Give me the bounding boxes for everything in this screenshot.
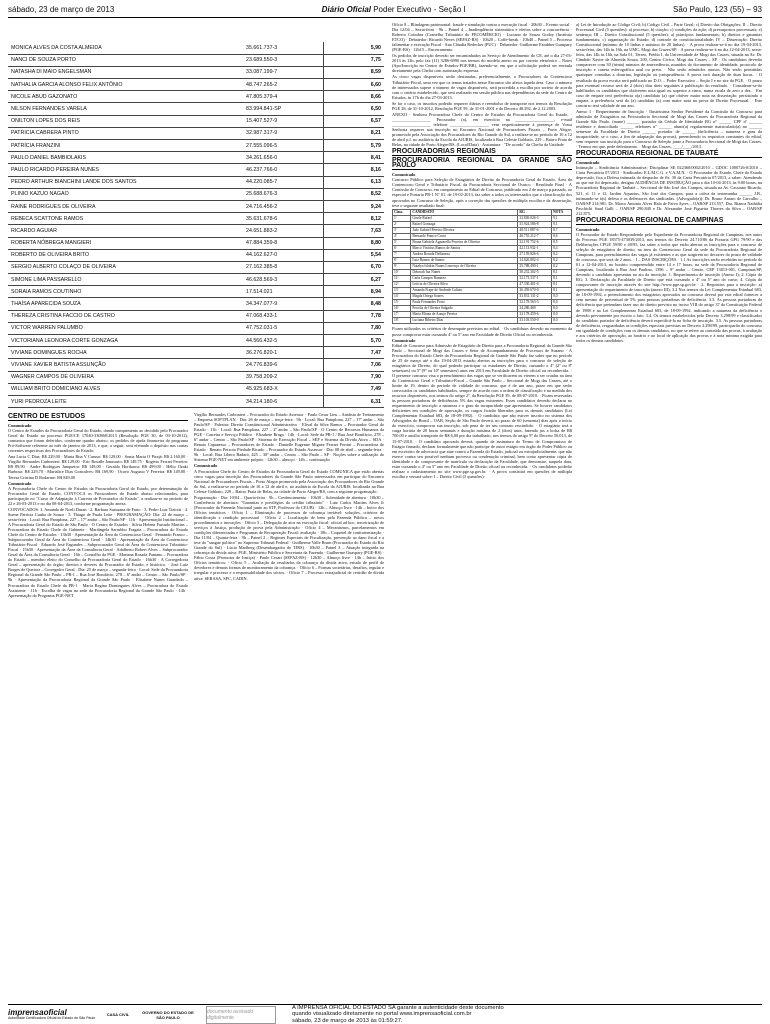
table-cell: 32.178.563-3 [518,300,552,306]
table-cell: 48.511.887-6 [518,227,552,233]
auth-line: A IMPRENSA OFICIAL DO ESTADO SA garante a autenticidade deste documento [292,1004,504,1011]
candidate-name: NICOLE ABUD GAZONATO [8,91,243,103]
candidate-name: SERGIO ALBERTO COLAÇO DE OLIVEIRA [8,261,243,273]
imprensa-oficial-logo [8,1007,98,1020]
paragraph: O Procurador do Estado Respondendo pelo Expediente da Procuradoria Regional de Campinas, nos autos do Processo PGE 18575-473039/2013, nos termos do Decreto 24.710/86 da Portaria GPG 79/90 e das Deliberações CPGE 59/90 e 40/95, faz saber a todos que estão abertas as inscrições para o concurso de seleção de estagiários de direito, na área do Contencioso Geral da sede da Procuradoria Regional de Campinas, para preenchimento das vagas já existentes e as que surgirem no decorrer do prazo de validade do concurso, que será de 2 anos. · I – DAS INSCRIÇÕES · 1.1 As inscrições serão recebidas no período de 01 a 12-04-2013, no horário compreendido entre 14 e 17 horas, na sede da Procuradoria Regional de Campinas, localizada à Rua José Paulino, 1396 – 9º andar – Centro, CEP 13013-001, Campinas/SP, devendo o candidato apresentar no ato da inscrição: 1. Requerimento de inscrição (Anexo I); 2. Cópia do RG; 3. Declaração da Faculdade de Direito que está cursando o 4º ou 5º ano do curso; 4. Cópia do comprovante de inscrição através do site http://www.pge.sp.gov.br · 2. Requisitos para a inscrição: a) apresentação do requerimento de inscrição (anexo III); 3.2 Nos termos da Lei Complementar Estadual 683, de 18-09-1992, o preenchimento dos estagiários aprovados no concurso deverá por este edital fornecer a cem mesmo de percentual de 5% para pessoas portadoras de deficiência. 3.3. As pessoas portadoras de deficiência que pretendam fazer uso do direito previsto no inciso VIII do artigo 37 da Constituição Federal de 1988 e na Lei Complementar Estadual 683, de 18-09-1992, indicando a natureza da deficiência e deverão previamente por escrito o fato. 3.4. Os termos estabelecidos pelo Decreto 3.298/99 e classificados do candidato portador de deficiência deverá especificá-la na ficha de inscrição. 3.5. As pessoas portadoras de deficiência, resguardadas as condições especiais previstas no Decreto 3.298/99, participarão do concurso em igualdade de condições com os demais candidatos, no que se refere ao conteúdo das provas, à avaliação e aos critérios de aprovação, ao horário e ao local de aplicação das provas e à nota mínima exigida para todos os demais candidatos. [576,231,762,343]
paragraph: Ficam utilizados os critérios de desempate previstos no edital. · Os candidatos deverão no momento da posse comprovar estar cursando 4º ou 5º ano em Faculdade de Direito Oficial ou reconhecida. [392,326,572,337]
table-row [8,42,384,54]
table-cell: 15º [393,300,411,306]
candidate-score: 7,80 [323,322,384,334]
candidate-score: 7,63 [323,225,384,237]
table-row [8,274,384,286]
casa-civil-logo: CASA CIVIL [106,1012,130,1017]
table-cell: Luciana Ribeiro Dias [411,318,518,324]
candidate-name: NANCI DE SOUZA PORTO [8,54,243,66]
table-cell: Andrea Rosada Dellaneza [411,251,518,257]
column-header: CANDIDATO [411,209,518,215]
classification-table-body [393,215,572,324]
candidate-name: RICARDO AGUIAR [8,225,243,237]
column-1 [8,412,188,1002]
candidate-name: PLINIO KAZUO NAGAO [8,188,243,200]
comunicado-heading: Comunicado [392,172,416,178]
table-row [8,152,384,164]
candidate-score: 5,70 [323,335,384,347]
table-cell: 47.330.401-6 [518,282,552,288]
table-cell: 13º [393,288,411,294]
candidate-score: 6,70 [323,261,384,273]
candidate-score: 7,78 [323,310,384,322]
paragraph: Ana Lucia C Dias: R$ 229,00 · Maria Rita V Caruso: R$ 129,00 · Sonia Maria O Pirajá: R$ 2.160,00 · Virgílio Bernardes Carbonieri: R$ 129,00 · Eric Rosalle Janusario: R$ 149,75 · Rogério Ferrari Ferreira: R$ 89,90 · Andre Rodrigues Junqueira: R$ 149,00 · Geraldo Horikawa: R$ 499,00 · Hélio Ozaki Barbosa: R$ 229,70 · Marialice Dias Goncalves: R$ 169,90 · Ocavo Augusto V Ferreira: R$ 149,00 · Teresa Cristina D Rodarme: R$ 849,00 [8,454,188,480]
classification-table [392,209,572,325]
table-cell: 8,2 [552,264,572,270]
table-cell: 14.626.802-4 [518,257,552,263]
table-cell: 18º [393,318,411,324]
table-row [8,225,384,237]
table-cell: 32.178.459-6 [518,312,552,318]
candidate-rg: 83.994.841-SP [243,103,323,115]
table-cell: Marco Vinicius Ramos de Santos [411,245,518,251]
candidate-name: PEDRO ARTHUR BIANCHINI LANDE DOS SANTOS [8,176,243,188]
comunicado-heading: Comunicado [392,337,416,343]
paragraph: Se for o caso, os inscritos poderão requerer diárias e reembolso de transporte nos termos da Resolução PGE 28, de 31-10-2012, Resolução PGE 59, de 31-01-2001 e do Decreto 48.292, de 2.12.2003. [392,100,572,111]
candidate-name: PATRÍCIA FRANZINI [8,140,243,152]
table-cell: 8,0 [552,318,572,324]
journal-title: Diário Oficial [321,5,371,14]
candidate-score: 7,75 [323,54,384,66]
table-row [8,249,384,261]
candidate-name: ROBERTA NÓBREGA MANGIERI [8,237,243,249]
section-title-regionais: PROCURADORIAS REGIONAIS [392,149,572,156]
page-header [8,2,762,18]
table-cell: 8,0 [552,294,572,300]
results-table-body [8,42,384,408]
paragraph: Intimação – Sindicância Administrativa: Disciplinar SE 022360/0002/2010 – GDOC 1000726-0/2010 – Carta Precatória 07/2013 · Sindicadas: E.L.M.C.G. e V.A.M.N. · O Procurador do Estado, Chefe do Estado deprecado, fica a Defesa intimada do despacho de fls. 30 da Carta Precatória 07/2013, a saber: Atendendo ao que me foi deprecado, designo AUDIÊNCIA DE INSTRUÇÃO para o dia 10-04-2013, às 9:00 horas, na Procuradoria Regional de Taubaté – Seccional de São José dos Campos, situada na Av. Cassiano Ricardo, 521, sl. 11 e 12, Jardim Aquarius, São José dos Campos, para a oitiva da testemunha ______ J.B., intimando-se à(s) defesa e os defensores das sindicadas. (Advogado(a)): Dr. Bruno Amaro de Carvalho – OAB/SP 214.981, Dr. Marco Antonio Alves Hala de Paiva Ayres – OAB/SP 213.557, Dra. Bianca Nathália Paschichi Saad Galli – OAB/SP 290.840 e Dr. Alexandre José Figueira Thorres da Silva – OAB/SP 212.875. [576,165,762,216]
table-cell: 8,1 [552,276,572,282]
table-cell: 4º [393,233,411,239]
table-row [8,310,384,322]
paragraph: A Procuradora Chefe do Centro de Estudos da Procuradoria Geral do Estado COMUNICA que estão abertas cinco vagas para inscrição dos Procuradores da Grande São Paulo interessados em participar do Encontro Nacional de Procuradores Fiscais – Porto Alegre promovido pela Associação dos Procuradores do Rio Grande do Sul, a realizar-se no período de 10 a 12 de abril e, no auditório da Escola da AJURIS, localizada na Rua Celeste Gobbato, 229 – Bairro Praia de Belas, na cidade de Porto Alegre/RS, com a seguinte programação: [194,468,384,494]
table-cell: 25.788.490-1 [518,264,552,270]
candidate-rg: 44.220.085-7 [243,176,323,188]
candidate-name: RAINE RODRIGUES DE OLIVEIRA [8,200,243,212]
candidate-name: WILLIAM BRITO DOMICIANO ALVES [8,383,243,395]
candidate-name: NATHALIA GARCIA ALONSO FELIX ANTÔNIO [8,79,243,91]
candidate-rg: 35.661.737-3 [243,42,323,54]
table-row [8,79,384,91]
candidate-score: 5,79 [323,140,384,152]
table-row [8,383,384,395]
candidate-score: 8,16 [323,164,384,176]
section-title-centro-estudos: CENTRO DE ESTUDOS [8,414,188,421]
table-row [8,261,384,273]
table-row [8,347,384,359]
paragraph: Anexo I · Requerimento de Inscrição · Ilustríssima Senhor Presidente da Comissão do Concurso para admissão de Estagiários na Procuradoria Seccional de Mogi das Cruzes da Procuradoria Regional da Grande São Paulo. (nome) ______ portador da Cédula de Identidade RG nº ______ CPF nº ______ residente e domiciliado ______ telefones nº ______ aluno(a) regularmente matriculado(a) no ______ semestre da Faculdade de Direito ______ portador de ______ (deficiência – natureza e grau da incapacidade, se o caso, a fim de adaptação das provas), preenchendo os requisitos constantes do edital, vem requerer sua inscrição para o Concurso de Seleção junto a Procuradoria Seccional de Mogi das Cruzes. · Termos em que, pede deferimento. · Mogi das Cruzes, ____/____/2013. [576,108,762,150]
section-title-grande-sp: PROCURADORIA REGIONAL DA GRANDE SÃO PAULO [392,157,572,170]
table-row [8,286,384,298]
page-footer [8,1004,762,1024]
table-row [8,371,384,383]
table-row [8,176,384,188]
table-row [8,200,384,212]
table-cell: 8,7 [552,227,572,233]
governo-sp-logo: GOVERNO DO ESTADO DE SÃO PAULO [142,1009,194,1020]
candidate-score: 8,94 [323,286,384,298]
candidate-score: 7,06 [323,359,384,371]
table-cell: 5º [393,239,411,245]
table-cell: 9,1 [552,215,572,221]
paragraph: CONVOCADOS: 1. Amanda de Noeli Duran · 2. Barbara Sussuana de Fario · 3. Pedro Luiz Tiziotti · 4. Suene Patrícia Cunha de Souza · 5. Thiago de Paula Leite · PROGRAMAÇÃO: Dia: 22 de março – sexta-feira · Local: Rua Pamplona, 227 – 17º andar – São Paulo/SP · 11h · Apresentação Institucional – A Procuradoria Geral do Estado de São Paulo · O Centro de Estudos · Silvia Helena Furtado Martins – Procuradora do Estado Chefe do Gabinete · Mariângela Sarrubbo Fragata – Procuradora do Estado Chefe do Centro de Estudos · 13h30 · Apresentação da Área do Contencioso Geral · Fernando Franco – Subprocurador Geral da Área do Contencioso Geral · 14h30 · Apresentação da Área do Contencioso Tributário-Fiscal · Eduardo José Fagundes – Subprocurador Geral da Área do Contencioso Tributário-Fiscal · 15h30 · Apresentação da Área da Consultoria Geral · Adalberto Robert Alves – Subprocurador Geral da Área da Consultoria Geral · 16h – Conselho da PGE · Mariana Rosada Pantano – Procuradora do Estado – membro eleito do Conselho da Procuradoria Geral do Estado · 16h30 · A Corregedoria Geral – apresentação do órgão; direitos e deveres do Procurador do Estado; e histórico. · José Luiz Borges de Queiroz – Corregedor Geral · Dia: 25 de março – segunda-feira · Local: Sede da Procuradoria Regional da Grande São Paulo – PR-1 – Rua José Bonifácio, 278 – 6º andar – Centro – São Paulo/SP · 9h · Apresentação da Procuradoria Regional da Grande São Paulo · Elisabete Nunes Guardado – Procuradora do Estado Chefe da PR-1 · Maria Regina Dominguies Alves – Procuradora do Estado Assistente · 11h · Escolha de vagas na sede da Procuradoria Regional da Grande São Paulo · 14h · Apresentação do Programa PGE-NET [8,506,188,598]
candidate-rg: 24.776.839-6 [243,359,323,371]
candidate-name: PAULO DANIEL BAMBIOLAKIS [8,152,243,164]
paragraph: Ofício 8 – Blindagem patrimonial: fraude e simulação contra a execução fiscal · 20h30 – Evento social · Dia 12/04 – Sexta-feira · 9h – Painel 4 – Inadimplência sistemática e efeitos sobre a concorrência · Roberto Coimbra (Conselho Tributário do FECOMÉRCIO) · Luciano de Souza Godoy (Instituto ETCO) · Debatedor: Ricardo Neves (SEFAZ-RS) · 10h20 – Coffe-break · 10h40 – Painel 5 – Processo falimentar e execução Fiscal · Ana Cláudia Redecker (PUC) · Debatedor: Guilherme Estubber Guaspary (PGE-RS) · 12h15 – Encerramento [392,22,572,53]
table-cell: 7º [393,251,411,257]
candidate-score: 6,13 [323,176,384,188]
paragraph: As cinco vagas disponíveis serão destinadas, preferencialmente, a Procuradores do Contencioso Tributário-Fiscal, uma vez que os temas tratados nesse Encontro são afetos àquela área. Caso o número de interessados supere o número de vagas disponíveis, será procedida a escolha por sorteio de acordo com o critério estabelecido, que será realizado em sessão pública nas dependências da sede do Centro de Estudos, às 17h do dia 27-03-2013. [392,74,572,100]
candidate-name: MONICA ALVES DA COSTA ALMEIDA [8,42,243,54]
candidate-name: VICTORIANA LEONORA CORTE GONZAGA [8,335,243,347]
candidate-score: 8,12 [323,213,384,225]
column-2 [194,412,384,1002]
candidate-name: NILSON FERNANDES VARELA [8,103,243,115]
table-cell: 32.191.752-6 [518,239,552,245]
candidate-rg: 47.068.433-1 [243,310,323,322]
paragraph: O Centro de Estudos da Procuradoria Geral do Estado, dando cumprimento ao decidido pelo Procurador Geral do Estado no processo PGE/CE 17040-330868/2013 (Resolução PGE 30, de 03-10-2012), comunica que foram deferidos, conforme quadro abaixo, os pedidos de ajuda financeira do programa Pró-Software referente ao mês de janeiro de 2013, e que, a seguir, será efetuado o depósito nas contas correntes respectivas dos Procuradores do Estado: [8,428,188,454]
candidate-score: 6,31 [323,395,384,407]
section-title-taubate: PROCURADORIA REGIONAL DE TAUBATÉ [576,151,762,158]
table-cell: Leticia de Oliveira Silva [411,282,518,288]
table-cell: 14º [393,294,411,300]
candidate-rg: 35.631.678-6 [243,213,323,225]
paragraph: Concurso Público para Seleção de Estagiários de Direito da Procuradoria Geral do Estado, Área do Contencioso Geral e Tributário Fiscal, da Procuradoria Seccional de Osasco · Resultado Final · A Comissão de Concurso, em cumprimento ao Edital de Concurso, publicado em 2 de março p.passado, ao especial e Portaria PR-1 N° 01, de 19-02-2013, faz saber a todos os interessados que a classificação dos aprovados no Concurso de Seleção, após a correção das questões de múltipla escolha e da dissertação, teve o seguinte resultado final: [392,177,572,208]
table-cell: Paula Fernandes Porto [411,300,518,306]
paragraph: Os pedidos de inscrição deverão ser encaminhados ao Serviço de Atendimento do CE, até o dia 27-03-2013 às 12h, pelo fax (11) 3286-6990 nos termos do modelo anexo ou por correio eletrônico – Notes (Apo/Inscrição no Centro de Estudos-PGE/BR), fazendo-se, em que a solicitação poderá ser enviada diretamente pela Chefia com autorização expressa. [392,53,572,74]
table-cell: 3º [393,227,411,233]
table-row [8,237,384,249]
comunicado-heading: Comunicado [8,480,32,486]
table-row [8,213,384,225]
candidate-score: 7,49 [323,383,384,395]
table-cell: Luiz Ramos de Santos [411,257,518,263]
candidate-name: VIVIANE XAVIER BATISTA ASSUNÇÃO [8,359,243,371]
candidate-rg: 36.276.820-1 [243,347,323,359]
candidate-rg: 27.555.096-5 [243,140,323,152]
table-cell: 46.755.212-7 [518,233,552,239]
table-cell: 8º [393,257,411,263]
table-cell: 6º [393,245,411,251]
digital-signature-seal: documento assinado digitalmente [206,1006,276,1024]
table-cell: 8,0 [552,300,572,306]
auth-line: quando visualizado diretamente no portal www.imprensaoficial.com.br [292,1011,472,1018]
table-row [8,127,384,139]
table-cell: 8,0 [552,306,572,312]
candidate-name: WAGNER CAMPOS DE OLIVEIRA [8,371,243,383]
table-cell: 8,2 [552,257,572,263]
table-cell: 17º [393,312,411,318]
paragraph: a) Lei de Introdução ao Código Civil; b) Código Civil – Parte Geral; c) Direito das Obrigações; II – Direito Processual Civil (5 questões): a) processo; b) citação; c) condições da ação; d) pressupostos processuais; e) sentença; III – Direito Constitucional (5 questões): a) princípios fundamentais; b) direitos e garantias fundamentais; c) organização do Estado; d) controle de constitucionalidade; IV – Dissertação: Direito Constitucional (mínimo de 10 linhas e máximo de 20 linhas). · A prova realizar-se-á no dia 19-04-2013, sexta-feira, das 14h às 16h, na UMC, Mogi das Cruzes/SP. · A prova realizar-se-á no dia 12-04-2013, sexta-feira, das 14h às 16h, na Sala 01, Térreo, Prédio I, da Universidade de Mogi das Cruzes, situada na Av. Dr. Cândido Xavier de Almeida Souza, 200, Centro Cívico, Mogi das Cruzes – SP. · Os candidatos deverão comparecer com 30 (trinta) minutos de antecedência, munidos do documento de identidade, protocolo de inscrição e caneta esferográfica azul ou preta. · Não serão admitidos atrasos. Não serão permitidas quaisquer consultas a doutrina, legislação ou jurisprudência. A prova terá duração de duas horas. · O resultado da prova escrita será publicado no D.O. – Poder Executivo – Seção I e no site da PGE. · O prazo para eventual recurso será de 2 (dois) dias úteis seguintes à publicação do resultado. · Considerar-se-ão habilitados os candidatos que obtiverem nota igual ou superior a cinco, numa escala de zero a dez. · Em caso de empate terá preferência o(a) candidato (a) que obtiver maior nota na dissertação; persistindo o empate, a preferência será do (a) candidato (a) com maior nota na prova de Direito Processual. · Este concurso terá validade de um ano. [576,22,762,108]
candidate-rg: 34.214.180-6 [243,395,323,407]
table-cell: 33.831.131-2 [518,294,552,300]
table-row [8,54,384,66]
candidate-score: 8,66 [323,91,384,103]
column-3 [392,22,572,1002]
candidate-rg: 15.407.527-9 [243,115,323,127]
candidate-score: 7,90 [323,371,384,383]
column-4 [576,22,762,1002]
table-cell: Priscila de Oliveira Salgado [411,306,518,312]
paragraph: A Procuradoria Chefe do Centro de Estudos da Procuradoria Geral do Estado, por determinação do Procurador Geral do Estado, CONVOCA os Procuradores do Estado abaixo relacionados, para participação no "Curso de Adaptação à Carreira de Procurador do Estado", a realizar-se no período de 22 e 26-03-2013 e no dia 08-04-2013, conforme programação anexa. [8,485,188,506]
column-header: Class. [393,209,411,215]
table-row [8,395,384,407]
candidate-rg: 34.261.656-0 [243,152,323,164]
header-location: São Paulo, 123 (55) – 93 [673,5,762,14]
table-cell: 2º [393,221,411,227]
table-cell: Bernardo Franco Costa [411,233,518,239]
logo-subtext: Autoridade Certificadora Oficial do Estado de São Paulo [8,1015,96,1020]
table-cell: 8,0 [552,312,572,318]
table-row [8,91,384,103]
candidate-rg: 44.566.432-5 [243,335,323,347]
header-date: sábado, 23 de março de 2013 [8,5,115,14]
candidate-name: ONILTON LOPES DOS REIS [8,115,243,127]
comunicado-heading: Comunicado [8,423,32,429]
candidate-score: 8,80 [323,237,384,249]
candidate-rg: 47.884.359-8 [243,237,323,249]
table-cell: 8,1 [552,270,572,276]
table-cell: 32.173.337-1 [518,276,552,282]
candidate-score: 5,90 [323,42,384,54]
journal-section: Poder Executivo - Seção I [371,5,466,14]
table-cell: Gisele Rafael [411,215,518,221]
candidate-name: ROBERTO DE OLIVEIRA BRITO [8,249,243,261]
candidate-rg: 17.514.021 [243,286,323,298]
table-cell: 8,2 [552,251,572,257]
candidate-name: PATRICIA CABRERA PINTO [8,127,243,139]
candidate-rg: 33.087.199-7 [243,66,323,78]
candidate-name: PAULO RICARDO PEREIRA NUNES [8,164,243,176]
table-row [8,188,384,200]
candidate-name: YURI PEDROZA LEITE [8,395,243,407]
table-cell: 36.459.670-0 [518,288,552,294]
table-row [8,103,384,115]
candidate-rg: 39.758.209-2 [243,371,323,383]
candidate-name: SIMONE LIMA PASSARELLO [8,274,243,286]
paragraph: Edital de Concurso para Admissão de Estagiário de Direito para a Procuradoria Regional da Grande São Paulo – Seccional de Mogi das Cruzes e Setor de Acompanhamento de Processos de Suzano · A Procuradora do Estado Chefe da Procuradoria Regional da Grande São Paulo faz saber que no período de 25 de março até o dia 19-04-2013 estarão abertas as inscrições para o concurso de seleção de estagiários de Direito, do qual poderão participar os estudantes de Direito, cursando o 4º (2º ou 8º semestres) ou 5º (9º ou 10º semestres) anos em 2013 em Faculdade de Direito oficial ou reconhecida. · O presente concurso visa o preenchimento das vagas que se verificarem ou vierem a ser criadas na área do Contencioso Geral e Tributário-Fiscal – Grande São Paulo – Seccional de Mogi das Cruzes, até o limite de 19, dentro do período de validade do concurso, que é de um ano, prazo em que serão convocados os candidatos habilitados, sempre de acordo com a ordem de classificação e na medida dos recursos disponíveis, nos termos do artigo 2º, da Resolução PGE 39, de 08-07-2010. · Ficam reservadas às pessoas portadoras de deficiências 5% das vagas existentes. Esses candidatos deverão declarar no requerimento de inscrição a natureza e o grau da incapacidade que apresentam. Se houver candidatos deficientes em condições de aprovação, os cargos ficarão liberados para os demais candidatos (Lei Complementar Estadual 683, de 18-09-1992). · O candidato que não estiver inscrito no sistema dos Advogados do Brasil – OAB, Seção de São Paulo deverá, no prazo de 60 (sessenta) dias após o início do exercício, comprovar sua inscrição, sob pena de ter seu contrato rescindido. · O estagiário terá a carga horária de 20 horas semanais e duração máxima de 2 (dois) anos, fazendo jus a bolsa de R$ 700,00 e auxílio transporte de R$ 6,00 por dia trabalhado, nos termos do artigo 9º do Decreto 56.013, de 15-07-2010. · O candidato aprovado deverá, quando da assinatura do Termo de Compromisso de Estágio firmado, declarar formalmente que não participe de outro estágio em órgão do Poder Público ou em escritório de advocacia que atue contra a Fazenda do Estado, judicial ou extrajudicialmente, que não exerce contra seu possível nenhum processo ou condenação criminal, bem como apresentar cópia de identidade e do comprovante de matrícula ou declaração da Faculdade, que demonstre, naquela data, estar cursando o 4º ou 5º ano em Faculdade de Direito oficial ou reconhecida. · Os candidatos poderão realizar o cadastramento no site www.pge.sp.gov.br. · A prova consistirá em questões de múltipla escolha e versará sobre: I – Direito Civil (5 questões): [392,342,572,479]
table-cell: 9,1 [552,221,572,227]
candidate-rg: 46.237.766-0 [243,164,323,176]
logo-text: imprensaoficial [8,1007,67,1017]
table-row [8,164,384,176]
candidate-score: 6,57 [323,115,384,127]
candidate-rg: 34.347.077-9 [243,298,323,310]
candidate-rg: 32.987.317-9 [243,127,323,139]
header-journal [322,5,466,14]
table-row [8,322,384,334]
candidate-rg: 27.162.385-8 [243,261,323,273]
candidate-rg: 23.689.550-3 [243,54,323,66]
comunicado-heading: Comunicado [194,463,218,469]
table-row [8,66,384,78]
table-cell: 1º [393,215,411,221]
candidate-score: 8,48 [323,298,384,310]
column-header: NOTA [552,209,572,215]
table-row [8,359,384,371]
candidate-score: 6,27 [323,274,384,286]
candidate-rg: 48.747.265-2 [243,79,323,91]
table-cell: 42.113.932-1 [518,245,552,251]
column-header: RG [518,209,552,215]
table-row [8,115,384,127]
table-cell: Bruna Gabriela Agazarella Ferreira de Oliveira [411,239,518,245]
section-title-campinas: PROCURADORIA REGIONAL DE CAMPINAS [576,218,762,225]
table-cell: 8,6 [552,233,572,239]
candidate-score: 8,41 [323,152,384,164]
candidate-score: 7,47 [323,347,384,359]
candidate-name: THEREZA CRISTINA FACCIO DE CASTRO [8,310,243,322]
auth-line: sábado, 23 de março de 2013 às 01:59:27. [292,1017,403,1024]
candidate-name: NATASHA DI MAIO ENGELSMAN [8,66,243,78]
candidate-score: 8,21 [323,127,384,139]
candidate-score: 6,60 [323,79,384,91]
candidate-rg: 46.628.569-3 [243,274,323,286]
candidate-rg: 44.162.627-0 [243,249,323,261]
table-cell: Maria Eliana de Araujo Pereira [411,312,518,318]
candidate-score: 6,50 [323,103,384,115]
paragraph: Virgílio Bernardes Carbonieri – Procurador do Estado Assessor · Paulo Cesar Lins – Analista de Treinamento – Empresa SOFTPLAN · Dia: 26 de março – terça-feira · 9h · Local: Rua Pamplona, 227 – 17º andar – São Paulo/SP · Palestra: Direito Constitucional Administrativo · Elival da Silva Ramos – Procurador Geral do Estado · 11h · Local: Rua Pamplona, 227 – 2º andar – São Paulo/SP · O Centro de Recursos Humanos da PGE - Carreira e Serviço Público · Elizabete Braga · 14h · Local: Sede da PR-1 / Rua José Bonifácio, 278 – 6º andar – Centro – São Paulo/SP · Sistema de Execução Fiscal – SEF e Sistema da Dívida Ativa – SDA · Renato Capanesso – Procuradores do Estado · Danielle Eugenne Miguez Ferrari Ferrini – Procuradora do Estado · Renato Peixoto Piedade Bicudo – Procurador do Estado Assessor · Dia: 08 de abril – segunda-feira · 9h · Local: Rua Líbero Badaró, 425 – 30º andar – Centro – São Paulo – SP · Noções sobre a utilização do Sistema PGE-NET em ambiente próprio · 12h30 – almoço · 14h – continuação [194,412,384,463]
candidate-name: THAÍSA APARECIDA SOUZA [8,298,243,310]
table-cell: Deborah Ina Nunes [411,270,518,276]
paragraph: Programação · Dia: 10/04 – Quarta-feira · 9h – Credenciamento · 10h30 – Solenidade de abertura · 10h30 – Conferência de abertura: "Garantias e privilégios do crédito tributário" · Luiz Carlos Martins Alves Jr (Procurador da Fazenda Nacional junto ao STF, Professor do CEUB) · 12h – Almoço livre · 14h – Início dos Ofícios temáticos · Ofício 1 – Eliminação de processos de cobrança inviável: soluções, critérios de identificação e condição processual · Ofício 2 – Localização de bens pela Fazenda Pública – novos procedimentos e inovações · Ofício 3 – Delegação de atos na execução fiscal: oficial ad hoc, terceirização de serviços à Justiça, produção de prova pela Administração · Ofício 4 – Mecanismos, parcelamentos em condições diferenciadas e Programas de Recuperação Fiscal: avaliação · 18h – Coquetel de confraternização · Dia 11/04 – Quinta-feira · 9h – Painel 2 – Regimes Especiais de Fiscalização, prevenção ao dano fiscal e a tese do "sangue político" no Supremo Tribunal Federal · Guilherme Valle Brum (Procurador do Estado do Rio Grande do Sul) · Lúcio Marlberg (Desembargador do TJRS) · 10h30 – Painel 3 – Atuação integrada na cobrança da dívida ativa: PGE, Ministério Público e Secretaria da Fazenda · Guilherme Guaspary (PGE-RS) · Fábio Costa (Promotor de Justiça) · Paulo Cesari (SEFAZ-RS) · 12h30 – Almoço livre · 14h – Início dos Ofícios temáticos: · Ofício 5 – Avaliação de resultados da cobrança da dívida ativa, estudo de perfil de devedores e demais formas de monitoramento da cobrança. · Ofício 6 – Formas societárias, desafios, regular e irregular e processo e a responsabilidade dos sócios. · Ofício 7 – Processo extrajudicial de certidão de dívida ativa: SERASA, SPC, CADIN. [194,494,384,581]
candidate-name: REBECA SCATTONE RAMOS [8,213,243,225]
table-row [8,335,384,347]
table-cell: 38.252.302-5 [518,270,552,276]
table-cell: 12º [393,282,411,288]
candidate-score: 5,54 [323,249,384,261]
table-row [8,298,384,310]
table-cell: João Gabriel Pereira Oliveira [411,227,518,233]
candidate-score: 8,59 [323,66,384,78]
candidate-rg: 25.688.676-3 [243,188,323,200]
table-cell: Rafael Gonzaga [411,221,518,227]
comunicado-heading: Comunicado [576,160,600,166]
table-row [393,318,572,324]
candidate-name: SORAIA RAMOS COUTINHO [8,286,243,298]
table-cell: Amanda Frape de Andrade Caliato [411,288,518,294]
table-cell: 8,4 [552,245,572,251]
table-cell: Magda Ortega Soares [411,294,518,300]
comunicado-heading: Comunicado [576,226,600,232]
candidate-score: 8,52 [323,188,384,200]
table-cell: 27.159.826-6 [518,251,552,257]
candidate-rg: 45.925.683-X [243,383,323,395]
candidate-rg: 47.752.031-5 [243,322,323,334]
table-cell: 11º [393,276,411,282]
candidate-score: 9,24 [323,200,384,212]
candidate-rg: 47.805.379-4 [243,91,323,103]
results-table [8,42,384,408]
table-row [8,140,384,152]
table-cell: 9º [393,264,411,270]
candidate-rg: 24.651.883-2 [243,225,323,237]
candidate-name: VIVIANE DOMINGUES ROCHA [8,347,243,359]
candidate-name: VICTOR WARREN PALUMBO [8,322,243,334]
table-cell: 24.286.469 [518,306,552,312]
table-cell: 10º [393,270,411,276]
table-cell: 8,1 [552,282,572,288]
table-cell: 16º [393,306,411,312]
table-cell: Carla Campos Ramirez [411,276,518,282]
table-cell: 33.924.586-8 [518,221,552,227]
table-cell: 8,5 [552,239,572,245]
table-cell: 33.103.550-0 [518,318,552,324]
table-cell: 32.849.026-5 [518,215,552,221]
candidate-rg: 24.716.456-2 [243,200,323,212]
authenticity-notice [292,1005,762,1024]
paragraph: ANEXO · Senhora Procuradora Chefe do Centro de Estudos da Procuradoria Geral do Estado, · __________________ Procurador (a), em exercício na __________________, e-mail __________________ telefone __________________ vem respeitosamente à presença de Vossa Senhoria requerer sua inscrição no Encontro Nacional de Procuradores Fiscais – Porto Alegre, promovido pela Associação dos Procuradores do Rio Grande do Sul, a realizar-se no período de 10 a 12 de abril p.f. no auditório da Escola da AJURIS, localizada à Rua Celeste Gobbato, 229 – Bairro Praia de Belas, na cidade de Porto Alegre/RS. (Local/Data) · Assinatura · "De acordo" da Chefia da Unidade [392,111,572,148]
table-cell: Natalya Ishikin Nunes Lourenço de Oliveira [411,264,518,270]
table-cell: 8,1 [552,288,572,294]
